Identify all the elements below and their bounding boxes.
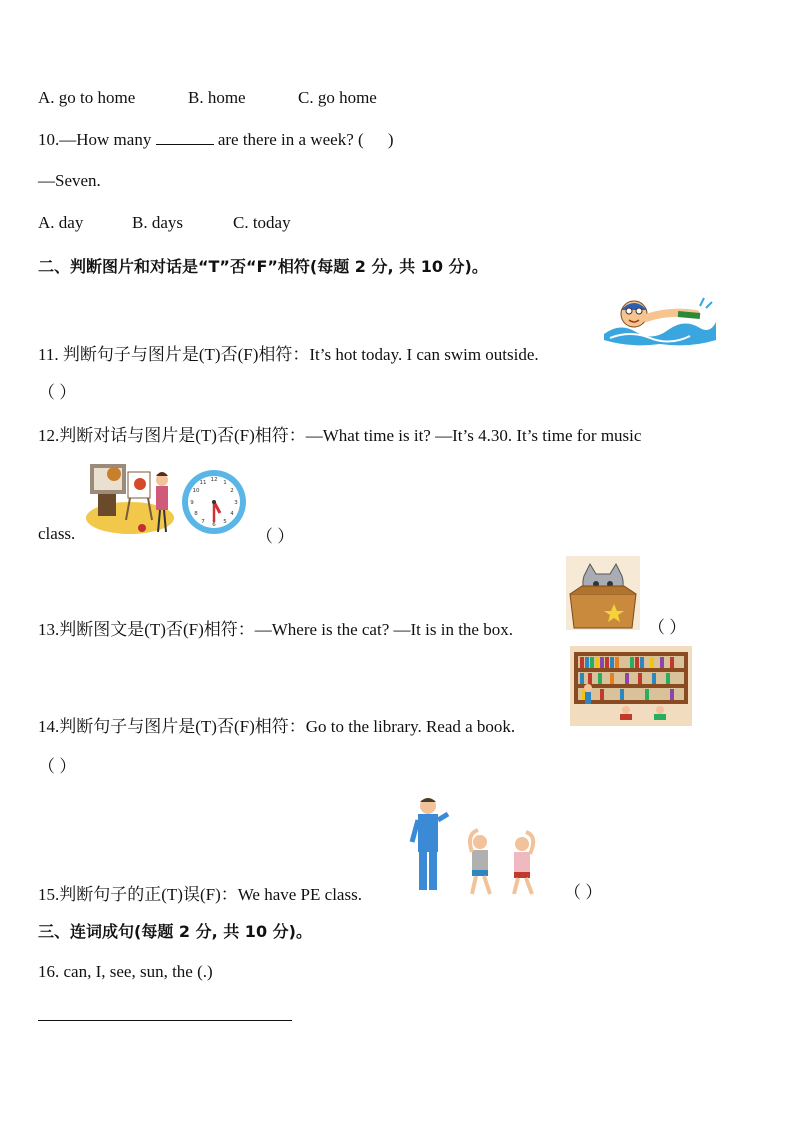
svg-text:2: 2 <box>230 488 234 494</box>
q14-answer-paren[interactable]: （ ） <box>38 757 77 776</box>
svg-text:8: 8 <box>194 511 198 517</box>
library-icon <box>570 646 692 726</box>
svg-text:4: 4 <box>230 511 234 517</box>
pe-class-icon <box>408 794 548 898</box>
swimming-boy-icon <box>600 292 718 350</box>
q12-answer-paren[interactable]: （ ） <box>256 527 295 546</box>
svg-text:9: 9 <box>190 500 194 506</box>
q10-prefix: 10.—How many <box>38 130 152 149</box>
q10-answer: —Seven. <box>38 171 101 190</box>
q14-text: 14.判断句子与图片是(T)否(F)相符：Go to the library. Read a book. <box>38 717 516 736</box>
svg-text:10: 10 <box>192 488 200 494</box>
q15-answer-paren[interactable]: （ ） <box>564 883 603 902</box>
clock-icon <box>180 468 248 536</box>
q13-text: 13.判断图文是(T)否(F)相符：—Where is the cat? —It is in the box. <box>38 620 513 639</box>
cat-in-box-icon <box>566 556 640 630</box>
art-class-icon <box>84 458 178 540</box>
section2-title: 二、判断图片和对话是“T”否“F”相符(每题 2 分, 共 10 分)。 <box>38 257 488 276</box>
q9-option-c: C. go home <box>298 88 377 107</box>
q10-close: ) <box>387 130 394 149</box>
q9-option-b: B. home <box>188 88 246 107</box>
svg-text:5: 5 <box>223 519 227 525</box>
q10-options <box>38 213 291 233</box>
q11-text: 11. 判断句子与图片是(T)否(F)相符：It’s hot today. I can swim outside. <box>38 345 539 364</box>
q10-suffix: are there in a week? ( <box>217 130 364 149</box>
q9-option-a: A. go to home <box>38 88 136 107</box>
q10-option-b: B. days <box>132 213 183 232</box>
svg-text:1: 1 <box>223 480 227 486</box>
svg-text:12: 12 <box>210 477 218 483</box>
q12-text: 12.判断对话与图片是(T)否(F)相符：—What time is it? —It’s 4.30. It’s time for music <box>38 426 642 445</box>
q10-option-a: A. day <box>38 213 84 232</box>
q10-blank[interactable] <box>156 132 214 145</box>
svg-text:7: 7 <box>201 519 205 525</box>
q16-answer-line[interactable] <box>38 1020 292 1021</box>
q11-answer-paren[interactable]: （ ） <box>38 383 77 402</box>
q10-option-c: C. today <box>233 213 291 232</box>
svg-text:6: 6 <box>212 522 216 528</box>
q16-text: 16. can, I, see, sun, the (.) <box>38 962 213 981</box>
svg-text:11: 11 <box>199 480 207 486</box>
svg-text:3: 3 <box>234 500 238 506</box>
q9-options <box>38 88 377 108</box>
q10-question <box>38 130 394 150</box>
q13-answer-paren[interactable]: （ ） <box>648 618 687 637</box>
q12-text-continued: class. <box>38 524 76 543</box>
q15-text: 15.判断句子的正(T)误(F)：We have PE class. <box>38 885 362 904</box>
section3-title: 三、连词成句(每题 2 分, 共 10 分)。 <box>38 922 312 941</box>
